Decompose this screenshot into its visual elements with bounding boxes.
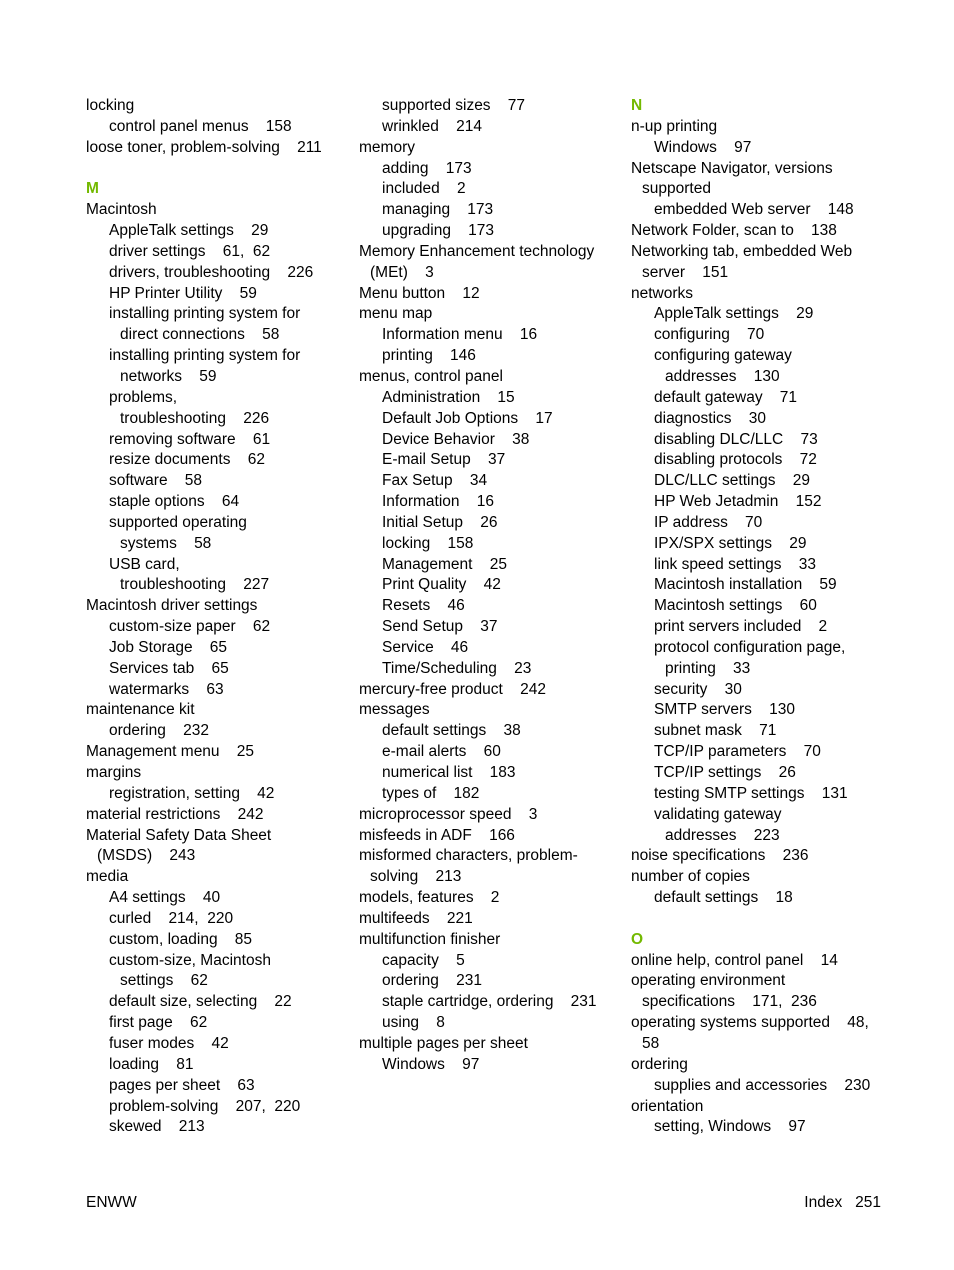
index-entry: A4 settings 40	[109, 889, 221, 907]
index-entry: problem-solving 207, 220	[109, 1097, 301, 1115]
index-entry: first page 62	[109, 1014, 208, 1032]
index-entry: using 8	[382, 1014, 445, 1032]
index-entry: printing 33	[665, 659, 751, 677]
index-entry: removing software 61	[109, 430, 271, 448]
index-entry: IPX/SPX settings 29	[654, 534, 807, 552]
index-entry: orientation	[631, 1097, 704, 1115]
index-entry: installing printing system for	[109, 347, 301, 365]
index-entry: Macintosh settings 60	[654, 597, 817, 615]
index-entry: curled 214, 220	[109, 909, 234, 927]
index-entry: loading 81	[109, 1055, 194, 1073]
index-entry: custom-size paper 62	[109, 618, 271, 636]
index-entry: adding 173	[382, 159, 472, 177]
index-entry: multifeeds 221	[359, 909, 473, 927]
index-entry: Administration 15	[382, 388, 515, 406]
index-entry: Time/Scheduling 23	[382, 659, 532, 677]
index-entry: ordering 232	[109, 722, 209, 740]
index-entry: online help, control panel 14	[631, 951, 838, 969]
index-entry: custom-size, Macintosh	[109, 951, 271, 969]
index-entry: control panel menus 158	[109, 117, 292, 135]
index-entry: DLC/LLC settings 29	[654, 472, 810, 490]
index-entry: Networking tab, embedded Web	[631, 242, 853, 260]
index-entry: configuring gateway	[654, 347, 792, 365]
index-entry: Information menu 16	[382, 326, 538, 344]
index-entry: Information 16	[382, 493, 495, 511]
index-entry: locking	[86, 97, 135, 114]
index-entry: Management menu 25	[86, 743, 255, 761]
index-entry: types of 182	[382, 784, 480, 802]
index-entry: systems 58	[120, 534, 212, 552]
index-entry: diagnostics 30	[654, 409, 767, 427]
index-entry: disabling DLC/LLC 73	[654, 430, 818, 448]
index-entry: subnet mask 71	[654, 722, 777, 740]
index-entry: Menu button 12	[359, 284, 480, 302]
index-entry: number of copies	[631, 868, 750, 886]
index-entry: link speed settings 33	[654, 555, 816, 573]
index-entry: Netscape Navigator, versions	[631, 159, 833, 177]
index-entry: staple cartridge, ordering 231	[382, 993, 597, 1011]
index-entry: skewed 213	[109, 1118, 205, 1136]
index-entry: print servers included 2	[654, 618, 828, 636]
index-entry: networks	[631, 284, 694, 302]
index-entry: menu map	[359, 305, 433, 323]
index-entry: Memory Enhancement technology	[359, 242, 595, 260]
index-entry: Management 25	[382, 555, 507, 573]
index-entry: problems,	[109, 388, 178, 406]
index-entry: mercury-free product 242	[359, 680, 546, 698]
index-entry: Macintosh driver settings	[86, 597, 258, 615]
index-entry: Job Storage 65	[109, 638, 228, 656]
index-entry: models, features 2	[359, 889, 500, 907]
index-entry: menus, control panel	[359, 367, 503, 385]
index-entry: default settings 18	[654, 889, 793, 907]
index-entry: configuring 70	[654, 326, 765, 344]
index-entry: supported sizes 77	[382, 97, 526, 114]
index-entry: (MSDS) 243	[97, 847, 196, 865]
index-entry: Material Safety Data Sheet	[86, 826, 272, 844]
index-entry: multifunction finisher	[359, 930, 501, 948]
index-entry: Services tab 65	[109, 659, 229, 677]
index-entry: e-mail alerts 60	[382, 743, 501, 761]
section-letter: M	[86, 180, 99, 198]
index-entry: Windows 97	[654, 138, 752, 156]
index-entry: settings 62	[120, 972, 208, 990]
index-entry: security 30	[654, 680, 742, 698]
index-entry: Default Job Options 17	[382, 409, 553, 427]
index-entry: custom, loading 85	[109, 930, 253, 948]
index-entry: drivers, troubleshooting 226	[109, 263, 314, 281]
index-entry: Macintosh installation 59	[654, 576, 837, 594]
index-entry: default size, selecting 22	[109, 993, 292, 1011]
index-entry: Network Folder, scan to 138	[631, 222, 837, 240]
index-entry: Service 46	[382, 638, 469, 656]
index-entry: (MEt) 3	[370, 263, 434, 281]
index-entry: Windows 97	[382, 1055, 480, 1073]
index-entry: supported	[642, 180, 711, 198]
index-entry: pages per sheet 63	[109, 1076, 255, 1094]
index-entry: Device Behavior 38	[382, 430, 530, 448]
index-entry: AppleTalk settings 29	[109, 222, 269, 240]
index-entry: solving 213	[370, 868, 462, 886]
index-entry: misfeeds in ADF 166	[359, 826, 515, 844]
index-entry: disabling protocols 72	[654, 451, 817, 469]
index-entry: managing 173	[382, 201, 494, 219]
index-entry: operating systems supported 48,	[631, 1014, 869, 1032]
index-entry: fuser modes 42	[109, 1034, 229, 1052]
footer-page-label: Index 251	[804, 1194, 881, 1211]
index-entry: networks 59	[120, 367, 217, 385]
index-entry: server 151	[642, 263, 729, 281]
index-entry: troubleshooting 227	[120, 576, 270, 594]
index-entry: 58	[642, 1034, 660, 1052]
index-entry: supplies and accessories 230	[654, 1076, 871, 1094]
index-entry: IP address 70	[654, 513, 763, 531]
index-entry: memory	[359, 138, 415, 156]
index-entry: included 2	[382, 180, 466, 198]
index-column-1	[86, 96, 351, 1138]
index-entry: capacity 5	[382, 951, 465, 969]
index-entry: printing 146	[382, 347, 476, 365]
index-entry: loose toner, problem-solving 211	[86, 138, 322, 156]
index-entry: ordering	[631, 1055, 688, 1073]
index-entry: USB card,	[109, 555, 180, 573]
index-entry: software 58	[109, 472, 203, 490]
index-entry: Macintosh	[86, 201, 157, 219]
index-entry: registration, setting 42	[109, 784, 275, 802]
index-entry: installing printing system for	[109, 305, 301, 323]
index-entry: maintenance kit	[86, 701, 195, 719]
index-entry: E-mail Setup 37	[382, 451, 506, 469]
index-entry: TCP/IP settings 26	[654, 764, 796, 781]
index-entry: misformed characters, problem-	[359, 847, 578, 865]
index-entry: staple options 64	[109, 493, 240, 511]
index-entry: default settings 38	[382, 722, 521, 740]
index-entry: driver settings 61, 62	[109, 242, 271, 260]
index-entry: upgrading 173	[382, 222, 495, 240]
index-entry: protocol configuration page,	[654, 638, 846, 656]
index-entry: messages	[359, 701, 430, 719]
index-entry: TCP/IP parameters 70	[654, 743, 821, 761]
index-entry: media	[86, 868, 129, 886]
index-entry: direct connections 58	[120, 326, 280, 344]
index-entry: supported operating	[109, 513, 247, 531]
index-entry: embedded Web server 148	[654, 201, 854, 219]
index-entry: validating gateway	[654, 805, 782, 823]
index-entry: numerical list 183	[382, 764, 516, 781]
index-entry: resize documents 62	[109, 451, 265, 469]
index-entry: SMTP servers 130	[654, 701, 795, 719]
index-column-3	[631, 96, 896, 1138]
index-entry: setting, Windows 97	[654, 1118, 806, 1136]
index-column-2	[359, 96, 624, 1076]
index-entry: testing SMTP settings 131	[654, 784, 848, 802]
index-entry: AppleTalk settings 29	[654, 305, 814, 323]
index-entry: ordering 231	[382, 972, 482, 990]
index-entry: Send Setup 37	[382, 618, 498, 636]
index-entry: addresses 223	[665, 826, 780, 844]
index-entry: Print Quality 42	[382, 576, 501, 594]
index-entry: Fax Setup 34	[382, 472, 488, 490]
index-entry: locking 158	[382, 534, 474, 552]
index-entry: multiple pages per sheet	[359, 1034, 528, 1052]
index-entry: wrinkled 214	[382, 117, 482, 135]
index-entry: noise specifications 236	[631, 847, 809, 865]
index-entry: Initial Setup 26	[382, 513, 498, 531]
index-entry: microprocessor speed 3	[359, 805, 538, 823]
index-entry: default gateway 71	[654, 388, 798, 406]
section-letter: O	[631, 930, 644, 948]
section-letter: N	[631, 97, 643, 114]
index-entry: HP Printer Utility 59	[109, 284, 257, 302]
index-entry: addresses 130	[665, 367, 780, 385]
index-entry: operating environment	[631, 972, 786, 990]
footer-left: ENWW	[86, 1194, 137, 1211]
index-entry: watermarks 63	[109, 680, 224, 698]
index-entry: n-up printing	[631, 117, 718, 135]
index-entry: troubleshooting 226	[120, 409, 270, 427]
index-entry: HP Web Jetadmin 152	[654, 493, 822, 511]
index-entry: margins	[86, 764, 142, 781]
index-entry: Resets 46	[382, 597, 465, 615]
index-entry: material restrictions 242	[86, 805, 264, 823]
index-entry: specifications 171, 236	[642, 993, 817, 1011]
